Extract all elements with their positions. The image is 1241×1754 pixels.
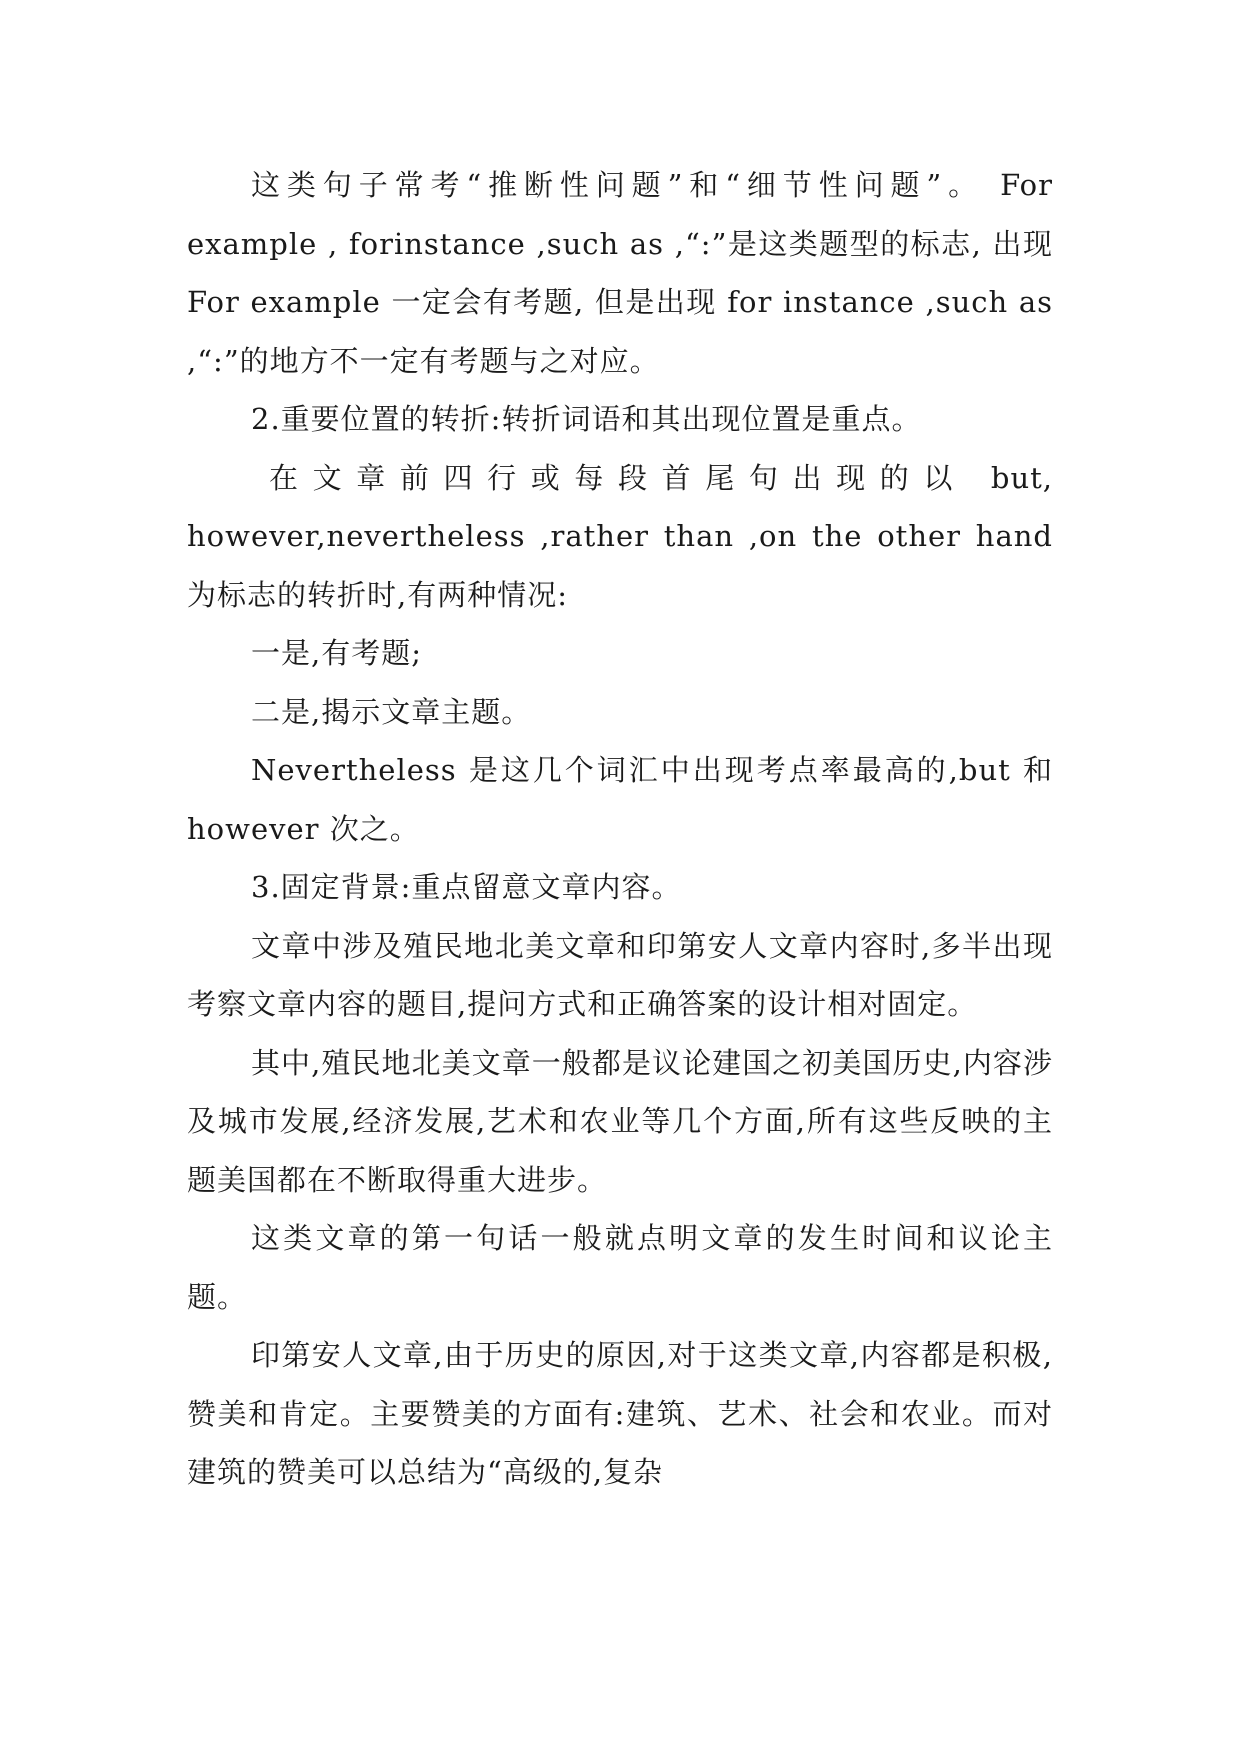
heading-fixed-background: 3.固定背景:重点留意文章内容。 — [251, 870, 682, 904]
paragraph-transition-words: 在文章前四行或每段首尾句出现的以 but, however,nevertheless ,rather than ,on the other hand 为标志的转折时,有两种情况: — [187, 460, 1053, 612]
paragraph-colonial-north-america: 其中,殖民地北美文章一般都是议论建国之初美国历史,内容涉及城市发展,经济发展,艺术和农业等几个方面,所有这些反映的主题美国都在不断取得重大进步。 — [187, 1045, 1053, 1197]
paragraph-inference-questions: 这类句子常考“推断性问题”和“细节性问题”。 For example , forinstance ,such as ,“:”是这类题型的标志, 出现 For example 一定会有考题, 但是出现 for instance ,such as ,“:”的地方不一定有考题与之对应。 — [187, 168, 1053, 378]
paragraph-colonial-indian: 文章中涉及殖民地北美文章和印第安人文章内容时,多半出现考察文章内容的题目,提问方式和正确答案的设计相对固定。 — [187, 928, 1053, 1021]
list-item-case-one: 一是,有考题; — [251, 636, 422, 670]
paragraph-indian-articles: 印第安人文章,由于历史的原因,对于这类文章,内容都是积极,赞美和肯定。主要赞美的方面有:建筑、艺术、社会和农业。而对建筑的赞美可以总结为“高级的,复杂 — [187, 1338, 1053, 1489]
heading-transitions: 2.重要位置的转折:转折词语和其出现位置是重点。 — [251, 402, 922, 436]
document-page — [187, 156, 1053, 1502]
paragraph-first-sentence: 这类文章的第一句话一般就点明文章的发生时间和议论主题。 — [187, 1221, 1053, 1314]
paragraph-nevertheless: Nevertheless 是这几个词汇中出现考点率最高的,but 和 however 次之。 — [187, 753, 1053, 846]
list-item-case-two: 二是,揭示文章主题。 — [251, 694, 532, 729]
